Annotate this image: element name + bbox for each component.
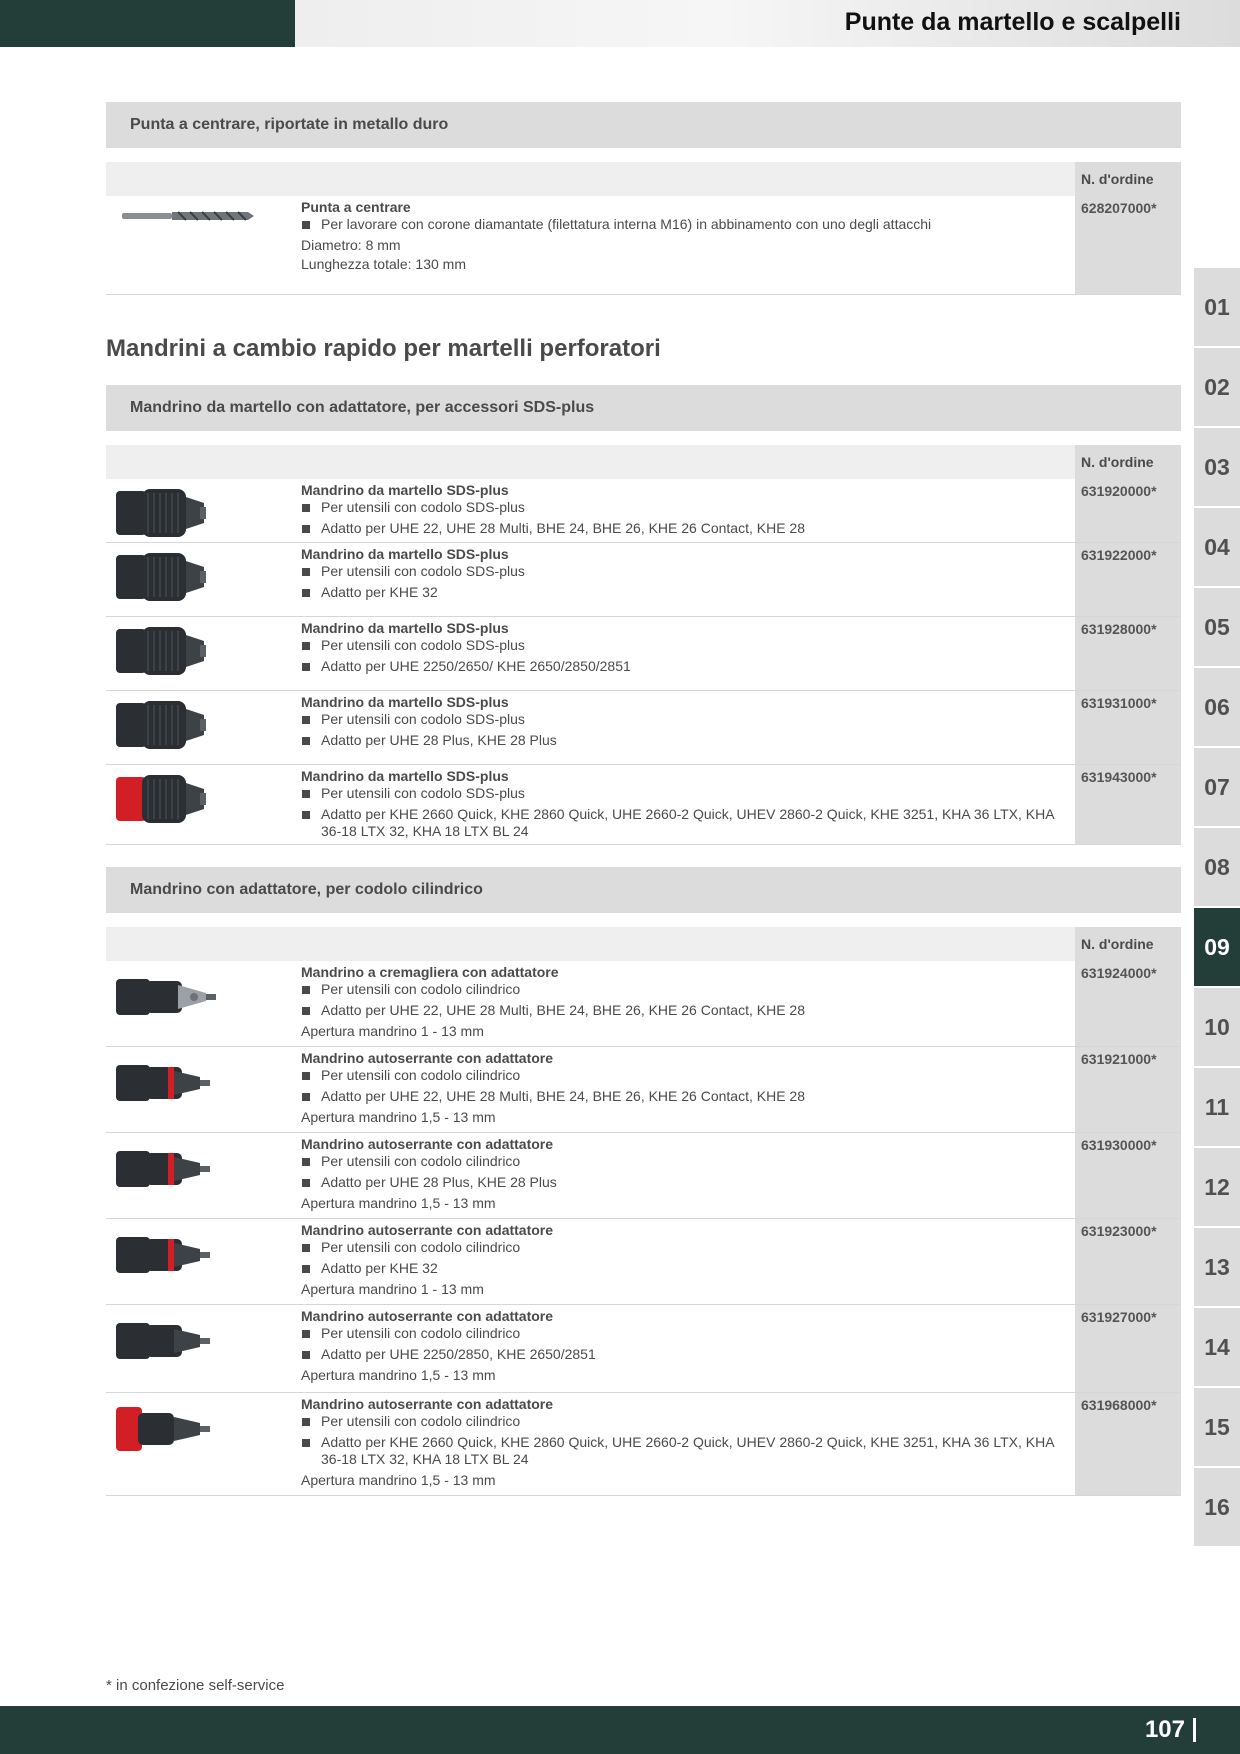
table-header	[106, 445, 1181, 479]
page-footer	[0, 1706, 1240, 1754]
feature-text: Per utensili con codolo cilindrico	[321, 1153, 521, 1169]
chapter-tab-04[interactable]: 04	[1194, 508, 1240, 588]
feature-bullet	[301, 1002, 1069, 1019]
feature-text: Adatto per UHE 28 Plus, KHE 28 Plus	[321, 732, 557, 748]
spec-line: Apertura mandrino 1,5 - 13 mm	[301, 1472, 496, 1488]
product-row	[106, 1305, 1181, 1393]
feature-bullet	[301, 806, 1069, 840]
bullet-square-icon	[302, 1439, 310, 1447]
product-description	[301, 1133, 1069, 1214]
product-title: Mandrino a cremagliera con adattatore	[301, 964, 559, 980]
bullet-square-icon	[302, 642, 310, 650]
bullet-square-icon	[302, 1418, 310, 1426]
order-number: 631931000*	[1075, 691, 1181, 764]
page-number-divider	[1193, 1718, 1196, 1742]
feature-bullet	[301, 637, 1069, 654]
product-row	[106, 765, 1181, 845]
bullet-square-icon	[302, 737, 310, 745]
feature-text: Adatto per UHE 22, UHE 28 Multi, BHE 24, BHE 26, KHE 26 Contact, KHE 28	[321, 1002, 806, 1018]
feature-bullet	[301, 711, 1069, 728]
product-row	[106, 1133, 1181, 1219]
order-number: 631930000*	[1075, 1133, 1181, 1218]
product-description	[301, 691, 1069, 751]
product-description	[301, 765, 1069, 842]
product-row	[106, 691, 1181, 765]
product-row	[106, 1219, 1181, 1305]
bullet-square-icon	[302, 1072, 310, 1080]
product-title: Mandrino autoserrante con adattatore	[301, 1136, 554, 1152]
product-row	[106, 479, 1181, 543]
product-list-cylindrical-chuck	[106, 961, 1181, 1496]
sds-chuck-black-icon	[106, 617, 296, 690]
main-heading: Mandrini a cambio rapido per martelli perforatori	[106, 335, 661, 362]
sds-chuck-black-icon	[106, 543, 296, 616]
feature-text: Per utensili con codolo cilindrico	[321, 1325, 521, 1341]
order-number: 631968000*	[1075, 1393, 1181, 1495]
product-title: Mandrino autoserrante con adattatore	[301, 1308, 554, 1324]
sds-chuck-red-icon	[106, 765, 296, 844]
feature-bullet	[301, 1434, 1069, 1468]
sds-chuck-black-icon	[106, 479, 296, 542]
product-description	[301, 543, 1069, 603]
bullet-square-icon	[302, 1265, 310, 1273]
order-number-header: N. d'ordine	[1075, 927, 1181, 961]
chapter-tab-07[interactable]: 07	[1194, 748, 1240, 828]
feature-bullet	[301, 1260, 1069, 1277]
keyless-chuck-red-stripe-icon	[106, 1133, 296, 1218]
chapter-tab-10[interactable]: 10	[1194, 988, 1240, 1068]
feature-bullet	[301, 1413, 1069, 1430]
feature-text: Per lavorare con corone diamantate (filettatura interna M16) in abbinamento con uno degli attacchi	[321, 216, 932, 232]
bullet-square-icon	[302, 504, 310, 512]
chapter-tab-12[interactable]: 12	[1194, 1148, 1240, 1228]
feature-text: Adatto per UHE 2250/2650/ KHE 2650/2850/2851	[321, 658, 631, 674]
product-list-center-drill	[106, 196, 1181, 295]
bullet-square-icon	[302, 589, 310, 597]
bullet-square-icon	[302, 568, 310, 576]
bullet-square-icon	[302, 1351, 310, 1359]
table-header	[106, 162, 1181, 196]
feature-text: Per utensili con codolo SDS-plus	[321, 637, 525, 653]
page-title: Punte da martello e scalpelli	[844, 8, 1181, 36]
bullet-square-icon	[302, 716, 310, 724]
chapter-tab-05[interactable]: 05	[1194, 588, 1240, 668]
feature-bullet	[301, 1239, 1069, 1256]
chapter-tab-02[interactable]: 02	[1194, 348, 1240, 428]
product-description	[301, 1047, 1069, 1128]
order-number: 631927000*	[1075, 1305, 1181, 1392]
feature-text: Adatto per UHE 22, UHE 28 Multi, BHE 24, BHE 26, KHE 26 Contact, KHE 28	[321, 1088, 806, 1104]
key-chuck-icon	[106, 961, 296, 1046]
feature-text: Adatto per KHE 2660 Quick, KHE 2860 Quick, UHE 2660-2 Quick, UHEV 2860-2 Quick, KHE 3251, KHA 36 LTX, KHA 36-18 LTX 32, KHA 18 LTX BL 24	[321, 1434, 1054, 1467]
section-title-center-drill: Punta a centrare, riportate in metallo duro	[106, 102, 1181, 148]
chapter-tab-06[interactable]: 06	[1194, 668, 1240, 748]
chapter-tab-15[interactable]: 15	[1194, 1388, 1240, 1468]
product-title: Mandrino da martello SDS-plus	[301, 620, 509, 636]
feature-bullet	[301, 981, 1069, 998]
product-description	[301, 196, 1069, 275]
product-description	[301, 617, 1069, 677]
catalog-content	[106, 102, 1181, 1496]
section-title-sds-chuck: Mandrino da martello con adattatore, per accessori SDS-plus	[106, 385, 1181, 431]
product-title: Mandrino da martello SDS-plus	[301, 694, 509, 710]
page-number: 107	[1144, 1716, 1185, 1743]
page-header	[0, 0, 1240, 47]
feature-bullet	[301, 499, 1069, 516]
product-row	[106, 617, 1181, 691]
bullet-square-icon	[302, 790, 310, 798]
feature-text: Adatto per UHE 28 Plus, KHE 28 Plus	[321, 1174, 557, 1190]
product-title: Punta a centrare	[301, 199, 411, 215]
product-list-sds-chuck	[106, 479, 1181, 845]
bullet-square-icon	[302, 1179, 310, 1187]
order-number-header: N. d'ordine	[1075, 162, 1181, 196]
center-drill-bit-icon	[106, 196, 296, 294]
chapter-tab-09[interactable]: 09	[1194, 908, 1240, 988]
spec-line: Apertura mandrino 1 - 13 mm	[301, 1023, 484, 1039]
chapter-tab-01[interactable]: 01	[1194, 268, 1240, 348]
feature-text: Adatto per KHE 32	[321, 584, 438, 600]
spec-line: Apertura mandrino 1,5 - 13 mm	[301, 1109, 496, 1125]
spec-line: Apertura mandrino 1 - 13 mm	[301, 1281, 484, 1297]
spec-line: Apertura mandrino 1,5 - 13 mm	[301, 1195, 496, 1211]
order-number: 631943000*	[1075, 765, 1181, 844]
feature-text: Adatto per KHE 2660 Quick, KHE 2860 Quick, UHE 2660-2 Quick, UHEV 2860-2 Quick, KHE 3251, KHA 36 LTX, KHA 36-18 LTX 32, KHA 18 LTX BL 24	[321, 806, 1054, 839]
chapter-tab-16[interactable]: 16	[1194, 1468, 1240, 1548]
order-number: 631920000*	[1075, 479, 1181, 542]
bullet-square-icon	[302, 525, 310, 533]
product-title: Mandrino autoserrante con adattatore	[301, 1396, 554, 1412]
feature-text: Per utensili con codolo SDS-plus	[321, 499, 525, 515]
bullet-square-icon	[302, 1093, 310, 1101]
bullet-square-icon	[302, 986, 310, 994]
spec-line: Lunghezza totale: 130 mm	[301, 256, 466, 272]
chapter-tab-03[interactable]: 03	[1194, 428, 1240, 508]
product-row	[106, 1393, 1181, 1496]
spec-line: Diametro: 8 mm	[301, 237, 401, 253]
feature-bullet	[301, 732, 1069, 749]
bullet-square-icon	[302, 1244, 310, 1252]
feature-text: Adatto per UHE 22, UHE 28 Multi, BHE 24, BHE 26, KHE 26 Contact, KHE 28	[321, 520, 806, 536]
feature-text: Adatto per KHE 32	[321, 1260, 438, 1276]
table-header	[106, 927, 1181, 961]
feature-bullet	[301, 520, 1069, 537]
feature-text: Per utensili con codolo cilindrico	[321, 1067, 521, 1083]
keyless-chuck-red-stripe-icon	[106, 1219, 296, 1304]
feature-text: Per utensili con codolo cilindrico	[321, 1239, 521, 1255]
product-row	[106, 196, 1181, 295]
product-row	[106, 543, 1181, 617]
feature-bullet	[301, 563, 1069, 580]
order-number-header: N. d'ordine	[1075, 445, 1181, 479]
feature-text: Adatto per UHE 2250/2850, KHE 2650/2851	[321, 1346, 596, 1362]
product-description	[301, 1305, 1069, 1386]
product-description	[301, 1393, 1069, 1491]
section-title-cylindrical-chuck: Mandrino con adattatore, per codolo cilindrico	[106, 867, 1181, 913]
bullet-square-icon	[302, 1007, 310, 1015]
product-row	[106, 961, 1181, 1047]
feature-bullet	[301, 1067, 1069, 1084]
feature-text: Per utensili con codolo SDS-plus	[321, 785, 525, 801]
feature-bullet	[301, 1325, 1069, 1342]
feature-text: Per utensili con codolo cilindrico	[321, 1413, 521, 1429]
feature-bullet	[301, 658, 1069, 675]
feature-bullet	[301, 584, 1069, 601]
chapter-tab-08[interactable]: 08	[1194, 828, 1240, 908]
product-row	[106, 1047, 1181, 1133]
bullet-square-icon	[302, 221, 310, 229]
order-number: 628207000*	[1075, 196, 1181, 294]
keyless-chuck-red-stripe-icon	[106, 1047, 296, 1132]
order-number: 631924000*	[1075, 961, 1181, 1046]
chapter-tab-14[interactable]: 14	[1194, 1308, 1240, 1388]
bullet-square-icon	[302, 663, 310, 671]
feature-bullet	[301, 1088, 1069, 1105]
product-description	[301, 1219, 1069, 1300]
bullet-square-icon	[302, 1330, 310, 1338]
feature-text: Per utensili con codolo SDS-plus	[321, 563, 525, 579]
feature-bullet	[301, 216, 1069, 233]
feature-text: Per utensili con codolo SDS-plus	[321, 711, 525, 727]
chapter-tab-11[interactable]: 11	[1194, 1068, 1240, 1148]
spec-line: Apertura mandrino 1,5 - 13 mm	[301, 1367, 496, 1383]
product-title: Mandrino da martello SDS-plus	[301, 546, 509, 562]
chapter-tabs	[1194, 268, 1240, 1548]
order-number: 631923000*	[1075, 1219, 1181, 1304]
feature-text: Per utensili con codolo cilindrico	[321, 981, 521, 997]
product-title: Mandrino da martello SDS-plus	[301, 768, 509, 784]
keyless-chuck-black-icon	[106, 1305, 296, 1392]
product-title: Mandrino autoserrante con adattatore	[301, 1050, 554, 1066]
sds-chuck-black-icon	[106, 691, 296, 764]
order-number: 631921000*	[1075, 1047, 1181, 1132]
order-number: 631922000*	[1075, 543, 1181, 616]
product-description	[301, 961, 1069, 1042]
footnote: * in confezione self-service	[106, 1677, 285, 1694]
bullet-square-icon	[302, 1158, 310, 1166]
feature-bullet	[301, 1174, 1069, 1191]
product-title: Mandrino da martello SDS-plus	[301, 482, 509, 498]
bullet-square-icon	[302, 811, 310, 819]
chapter-tab-13[interactable]: 13	[1194, 1228, 1240, 1308]
order-number: 631928000*	[1075, 617, 1181, 690]
product-description	[301, 479, 1069, 539]
feature-bullet	[301, 1346, 1069, 1363]
product-title: Mandrino autoserrante con adattatore	[301, 1222, 554, 1238]
keyless-chuck-red-quick-icon	[106, 1393, 296, 1495]
feature-bullet	[301, 1153, 1069, 1170]
feature-bullet	[301, 785, 1069, 802]
header-accent-block	[0, 0, 295, 47]
